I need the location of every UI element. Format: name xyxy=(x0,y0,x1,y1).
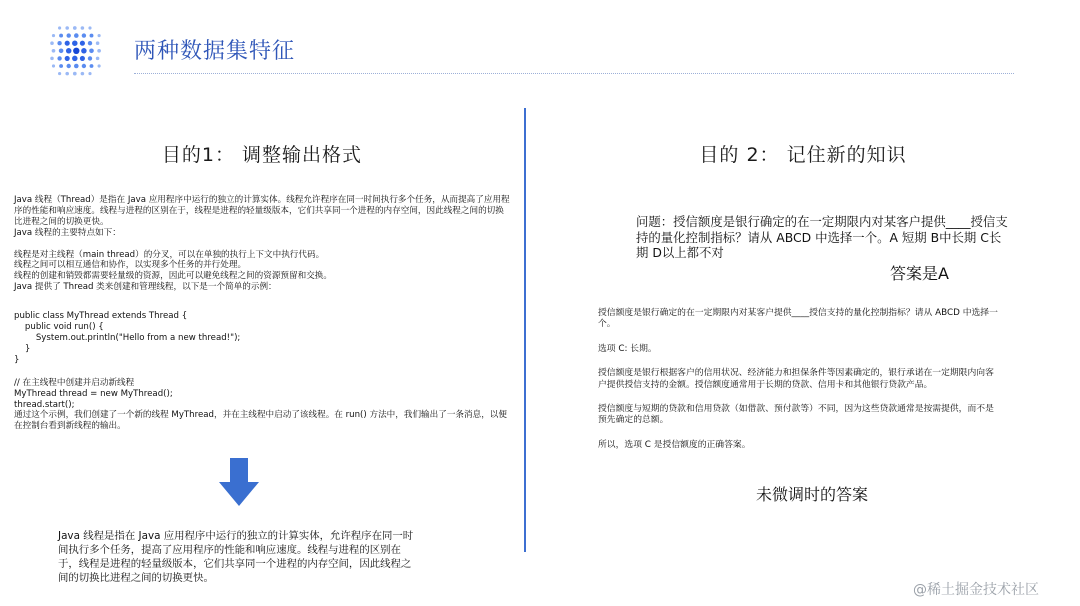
logo-dot xyxy=(67,33,71,37)
logo-dot xyxy=(52,49,56,53)
logo-dot xyxy=(52,34,55,37)
logo-dot xyxy=(98,64,101,67)
logo-dot xyxy=(57,41,61,45)
logo-dot xyxy=(82,33,86,37)
cube-logo-icon xyxy=(44,20,106,82)
logo-dot xyxy=(65,26,69,30)
logo-dot xyxy=(50,57,54,61)
logo-dot xyxy=(74,64,79,69)
logo-dot xyxy=(82,64,86,68)
logo-dot xyxy=(50,41,54,45)
logo-dot xyxy=(80,56,85,61)
logo-dot xyxy=(59,64,63,68)
logo-dot xyxy=(66,48,72,54)
logo-dot xyxy=(73,26,77,30)
logo-dot xyxy=(58,26,61,29)
column-divider xyxy=(524,108,526,552)
logo-dot xyxy=(73,72,77,76)
logo-dot xyxy=(58,72,61,75)
left-original-output xyxy=(14,195,512,432)
right-doc-paragraph: 授信额度是银行根据客户的信用状况、经济能力和担保条件等因素确定的，银行承诺在一定期限内向客户提供授信支持的金额。授信额度通常用于长期的贷款、信用卡和其他银行贷款产品。 xyxy=(598,368,994,390)
logo-dot xyxy=(59,49,64,54)
logo-dot xyxy=(88,26,91,29)
logo-dot xyxy=(72,40,78,46)
logo-dot xyxy=(59,34,63,38)
logo-dot xyxy=(98,34,101,37)
right-heading: 目的 2： 记住新的知识 xyxy=(699,144,907,166)
right-doc-paragraph: 授信额度是银行确定的在一定期限内对某客户提供____授信支持的量化控制指标？请从 ABCD 中选择一个。 xyxy=(598,308,998,330)
logo-dot xyxy=(90,64,94,68)
left-doc-after: // 在主线程中创建并启动新线程 MyThread thread = new MyThread(); thread.start(); 通过这个示例，我们创建了一个新的线程 MyThread，并在主线程中启动了该线程。在 run() 方法中，我们输出了一条消息，以便在控制台看到新线程的输出。 xyxy=(14,377,507,432)
logo-dot xyxy=(96,57,100,61)
left-formatted-output: Java 线程是指在 Java 应用程序中运行的独立的计算实体，允许程序在同一时间执行多个任务，提高了应用程序的性能和响应速度。线程与进程的区别在于，线程是进程的轻量级版本，它们共享同一个进程的内存空间，因此线程之间的切换比进程之间的切换更快。 xyxy=(58,530,414,584)
logo-dot xyxy=(81,72,85,76)
logo-dot xyxy=(88,72,91,75)
watermark: @稀土掘金技术社区 xyxy=(913,582,1039,598)
logo-dot xyxy=(52,64,55,67)
logo-dot xyxy=(89,49,94,54)
logo-dot xyxy=(88,41,92,45)
right-doc-paragraph: 所以，选项 C 是授信额度的正确答案。 xyxy=(598,439,751,450)
logo-dot xyxy=(65,72,69,76)
right-doc-paragraph: 授信额度与短期的贷款和信用贷款（如借款、预付款等）不同，因为这些贷款通常是按需提供，而不是预先确定的总额。 xyxy=(598,404,994,426)
left-doc-intro: Java 线程（Thread）是指在 Java 应用程序中运行的独立的计算实体。线程允许程序在同一时间执行多个任务，从而提高了应用程序的性能和响应速度。线程与进程的区别在于，线程是进程的轻量级版本，它们共享同一个进程的内存空间，因此线程之间的切换比进程之间的切换更快。 Java 线程的主要特点如下： 线程是对主线程（main thread）的分叉，可以在单独的执行上下文中执行代码。 线程之间可以相互通信和协作，以实现多个任务的并行处理。 线程的创建和销毁都需要轻量级的资源，因此可以避免线程之间的资源预留和交换。 Java 提供了 Thread 类来创建和管理线程，以下是一个简单的示例： xyxy=(14,195,510,293)
left-doc-code: public class MyThread extends Thread { public void run() { System.out.println("Hello from a new thread!"); } } xyxy=(14,311,241,365)
logo-dot xyxy=(88,56,92,60)
logo-dot xyxy=(72,56,78,62)
logo-dot xyxy=(81,26,85,30)
logo-dot xyxy=(80,41,85,46)
page-title: 两种数据集特征 xyxy=(134,39,296,64)
logo-dot xyxy=(74,33,79,38)
right-caption: 未微调时的答案 xyxy=(756,485,869,504)
right-answer-label: 答案是A xyxy=(890,264,949,283)
left-heading: 目的1： 调整输出格式 xyxy=(161,144,363,166)
logo-dot xyxy=(67,64,71,68)
right-question: 问题：授信额度是银行确定的在一定期限内对某客户提供____授信支持的量化控制指标？请从 ABCD 中选择一个。A 短期 B中长期 C长期 D以上都不对 xyxy=(636,214,1008,260)
logo-dot xyxy=(96,41,100,45)
right-model-output xyxy=(598,308,998,464)
right-doc-paragraph: 选项 C: 长期。 xyxy=(598,343,657,354)
logo-dot xyxy=(65,41,70,46)
logo-dot xyxy=(57,56,61,60)
header-divider xyxy=(134,73,1014,74)
logo-dot xyxy=(90,34,94,38)
arrow-down-icon xyxy=(219,458,259,506)
logo-dot xyxy=(97,49,101,53)
logo-dot xyxy=(81,48,87,54)
logo-dot xyxy=(65,56,70,61)
logo-dot xyxy=(73,48,79,54)
